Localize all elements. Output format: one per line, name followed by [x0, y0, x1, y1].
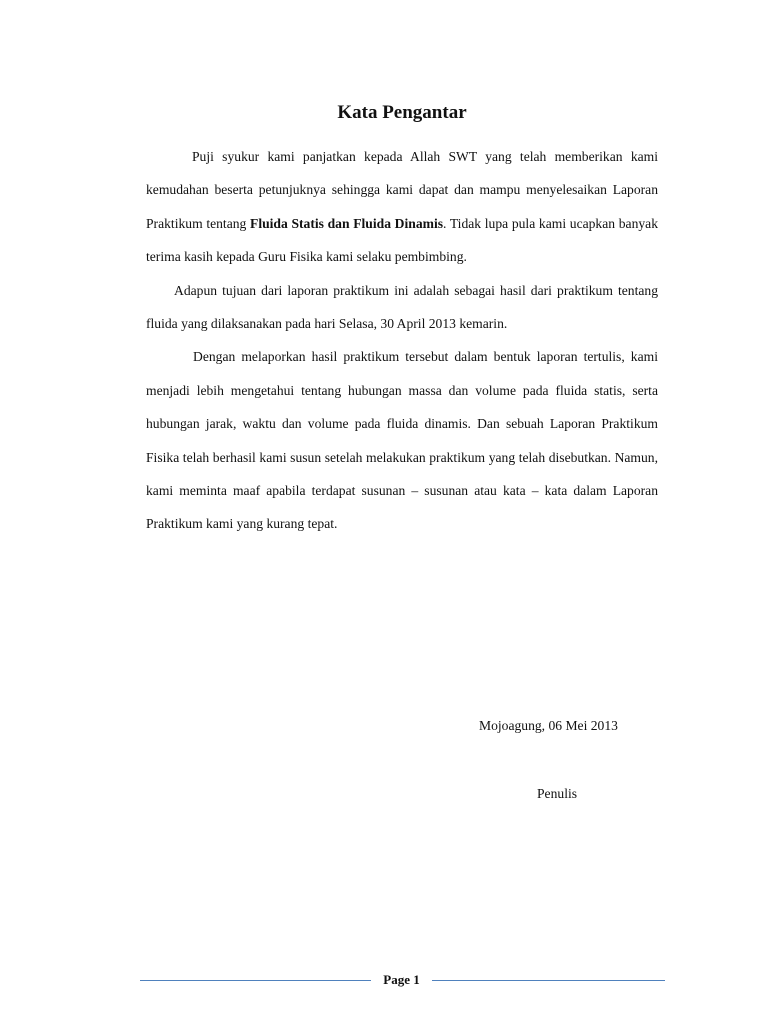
writer-signature-label: Penulis — [537, 786, 578, 801]
footer-rule-right — [432, 980, 665, 981]
paragraph-3 — [146, 340, 658, 540]
paragraph-1 — [146, 140, 658, 274]
place-date: Mojoagung, 06 Mei 2013 — [479, 718, 618, 733]
footer-rule-left — [140, 980, 371, 981]
document-body — [146, 140, 658, 541]
paragraph-1-bold-topic: Fluida Statis dan Fluida Dinamis — [250, 215, 444, 231]
paragraph-2-text: Adapun tujuan dari laporan praktikum ini adalah sebagai hasil dari praktikum tentang fluida yang dilaksanakan pada hari Selasa, 30 April 2013 kemarin. — [146, 282, 658, 332]
paragraph-1-text-start: Puji syukur kami panjatkan kepada Allah SWT yang telah memberikan kami kemudahan beserta petunjuknya sehingga kami dapat dan mampu menyelesaikan Laporan Praktikum tentang — [146, 149, 658, 231]
paragraph-2 — [146, 274, 658, 341]
page-number: Page 1 — [383, 972, 420, 987]
paragraph-1-text-end: . Tidak lupa pula kami ucapkan banyak terima kasih kepada Guru Fisika kami selaku pembimbing. — [146, 215, 658, 265]
paragraph-3-text: Dengan melaporkan hasil praktikum tersebut dalam bentuk laporan tertulis, kami menjadi lebih mengetahui tentang hubungan massa dan volume pada fluida statis, serta hubungan jarak, waktu dan volume pada fluida dinamis. Dan sebuah Laporan Praktikum Fisika telah berhasil kami susun setelah melakukan praktikum yang telah disebutkan. Namun, kami meminta maaf apabila terdapat susunan – susunan atau kata – kata dalam Laporan Praktikum kami yang kurang tepat. — [146, 349, 658, 532]
page-title: Kata Pengantar — [337, 102, 467, 123]
